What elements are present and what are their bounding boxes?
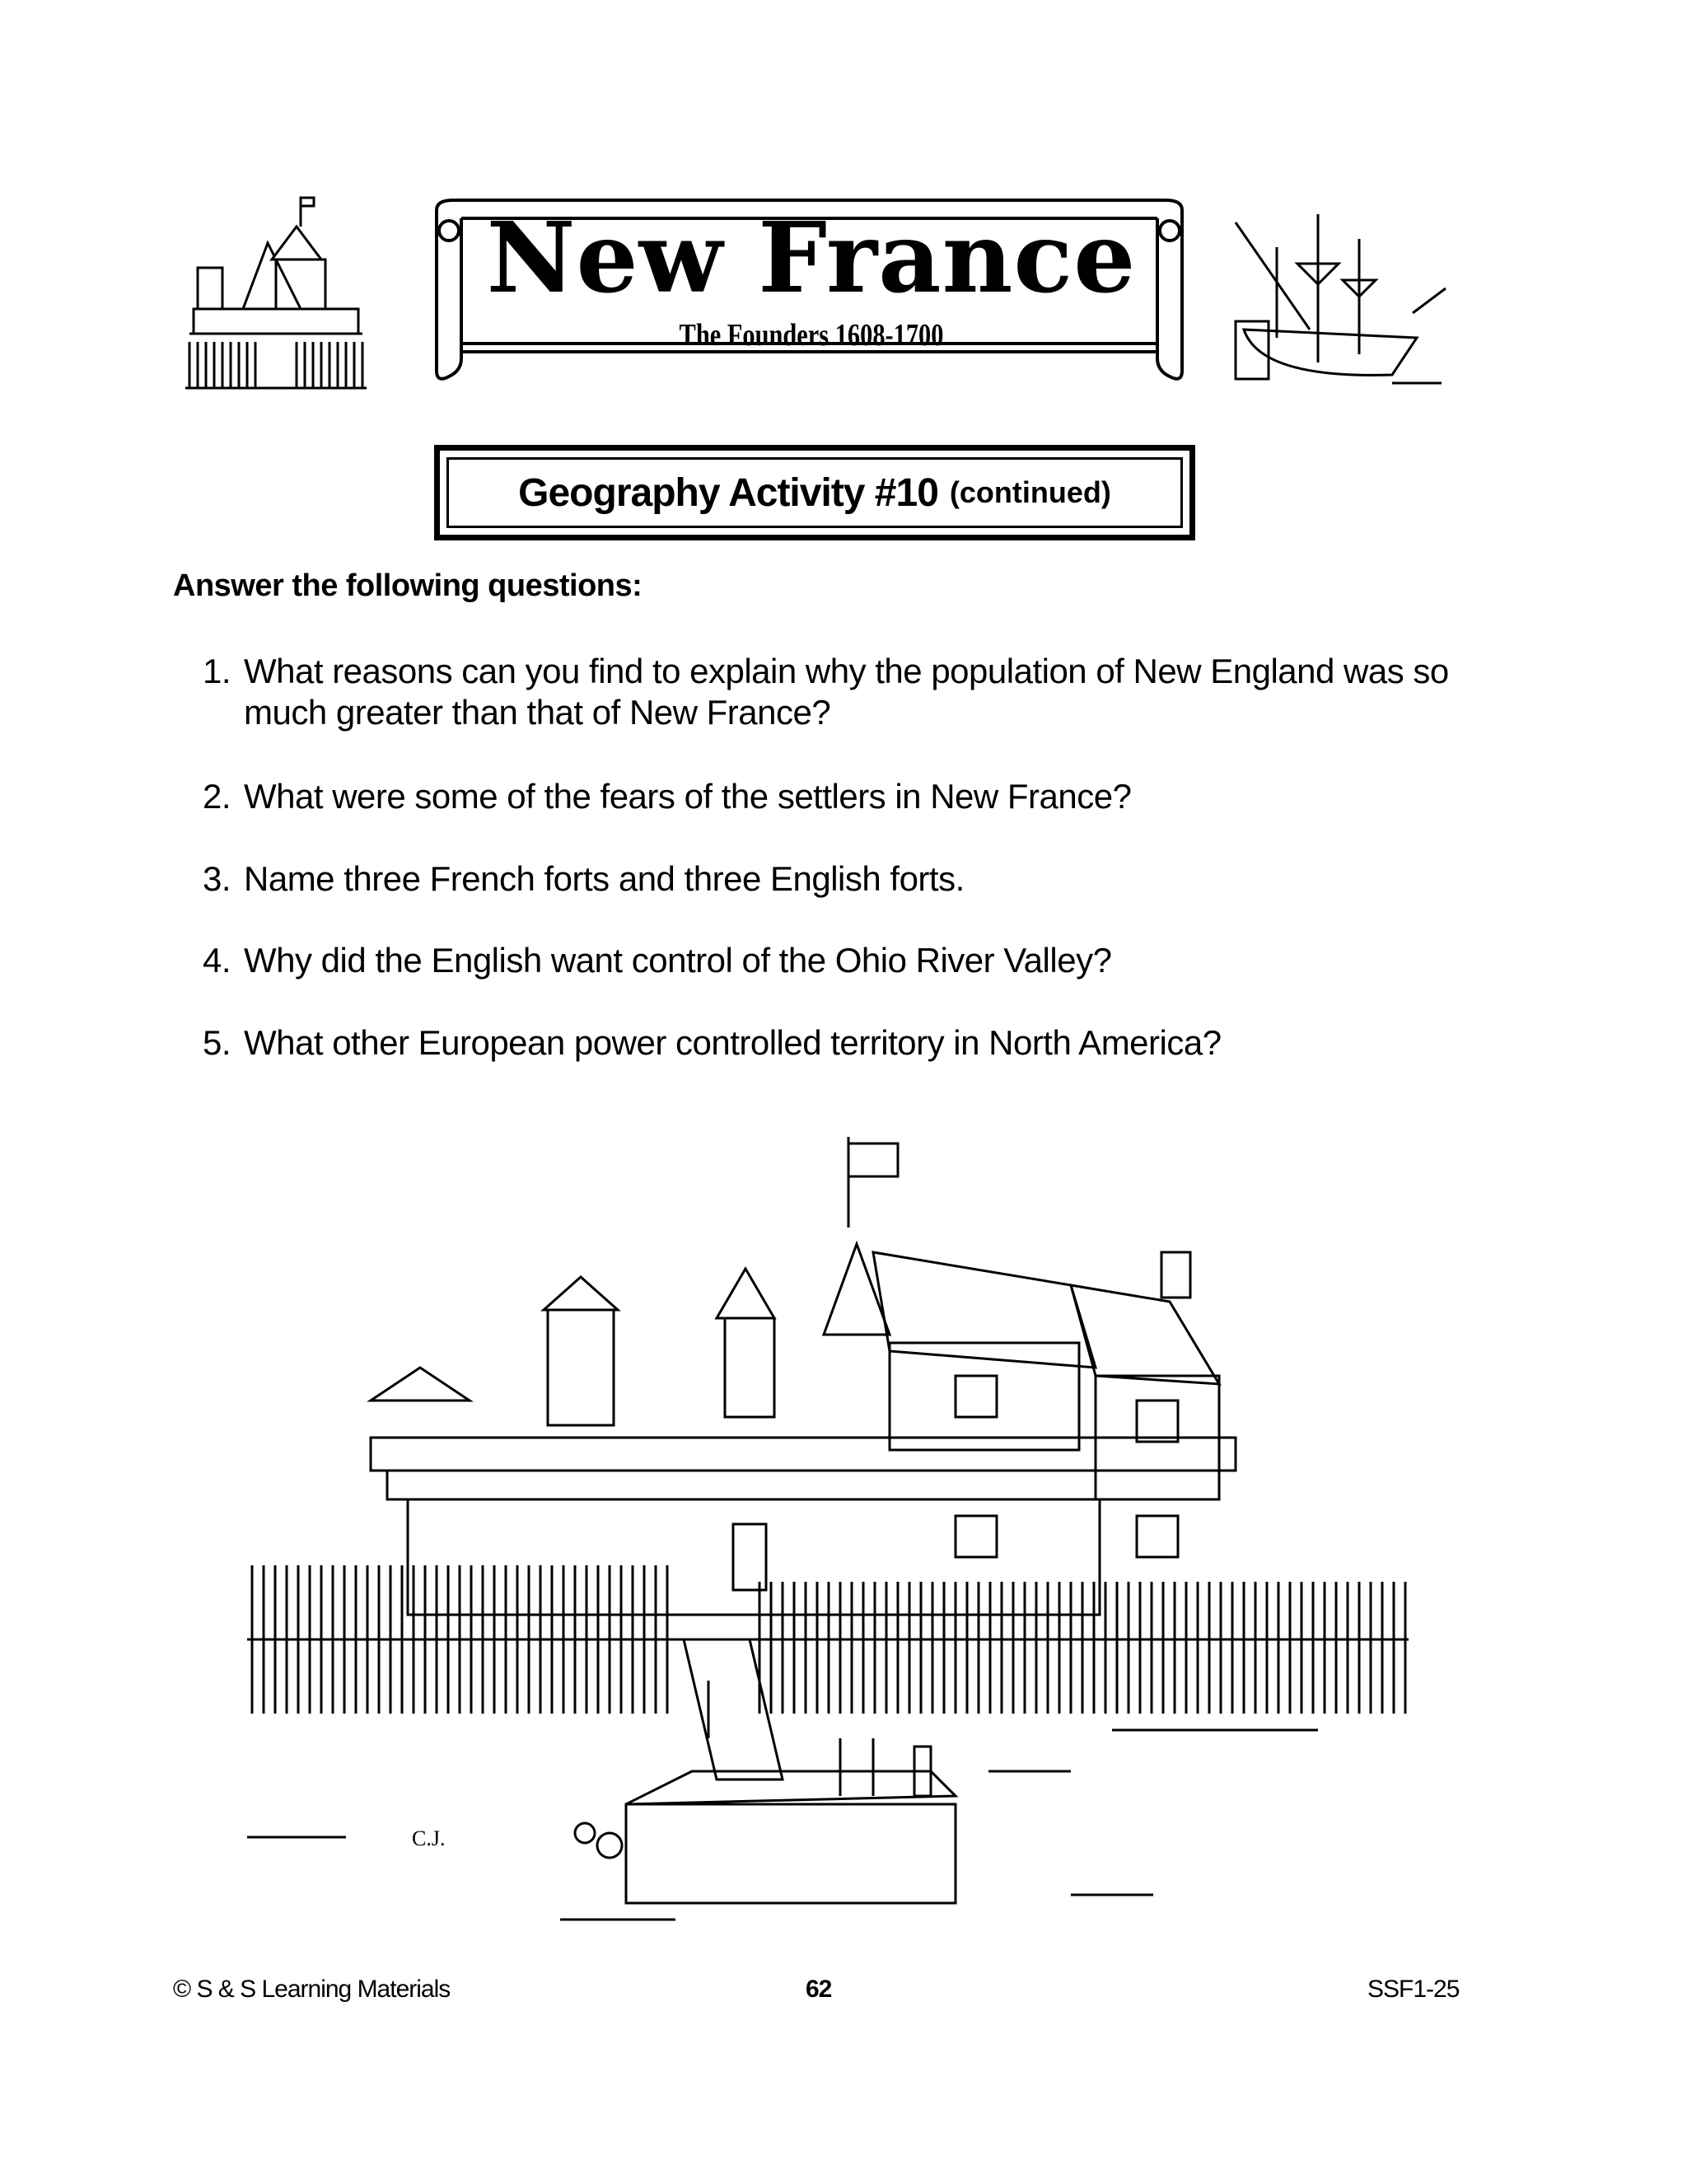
house-fort-icon (177, 194, 375, 391)
activity-continued-label: (continued) (949, 475, 1111, 509)
fort-illustration (247, 1137, 1417, 1928)
sailing-ship-icon (1227, 206, 1450, 391)
page-title: New France (486, 200, 1137, 315)
footer-copyright: © S & S Learning Materials (173, 1976, 451, 2003)
question-number: 3. (202, 859, 231, 898)
question-number: 2. (202, 777, 231, 816)
instructions-heading: Answer the following questions: (173, 568, 643, 603)
question-number: 4. (202, 941, 231, 980)
question-text: Name three French forts and three English forts. (244, 859, 965, 898)
question-text: What other European power controlled territory in North America? (244, 1023, 1222, 1062)
question-text: What were some of the fears of the settlers in New France? (244, 777, 1132, 816)
question-text: Why did the English want control of the Ohio River Valley? (244, 941, 1112, 980)
page-subtitle: The Founders 1608-1700 (679, 318, 944, 353)
artist-signature: C.J. (412, 1826, 446, 1850)
activity-title: Geography Activity #10 (518, 470, 938, 515)
question-number: 5. (202, 1023, 231, 1062)
activity-title-box (434, 445, 1195, 540)
question-number: 1. (202, 652, 231, 690)
question-text: What reasons can you find to explain why the population of New England was so much greater than that of New France? (244, 652, 1449, 732)
footer-code: SSF1-25 (1367, 1976, 1460, 2003)
footer-page-number: 62 (806, 1976, 832, 2003)
